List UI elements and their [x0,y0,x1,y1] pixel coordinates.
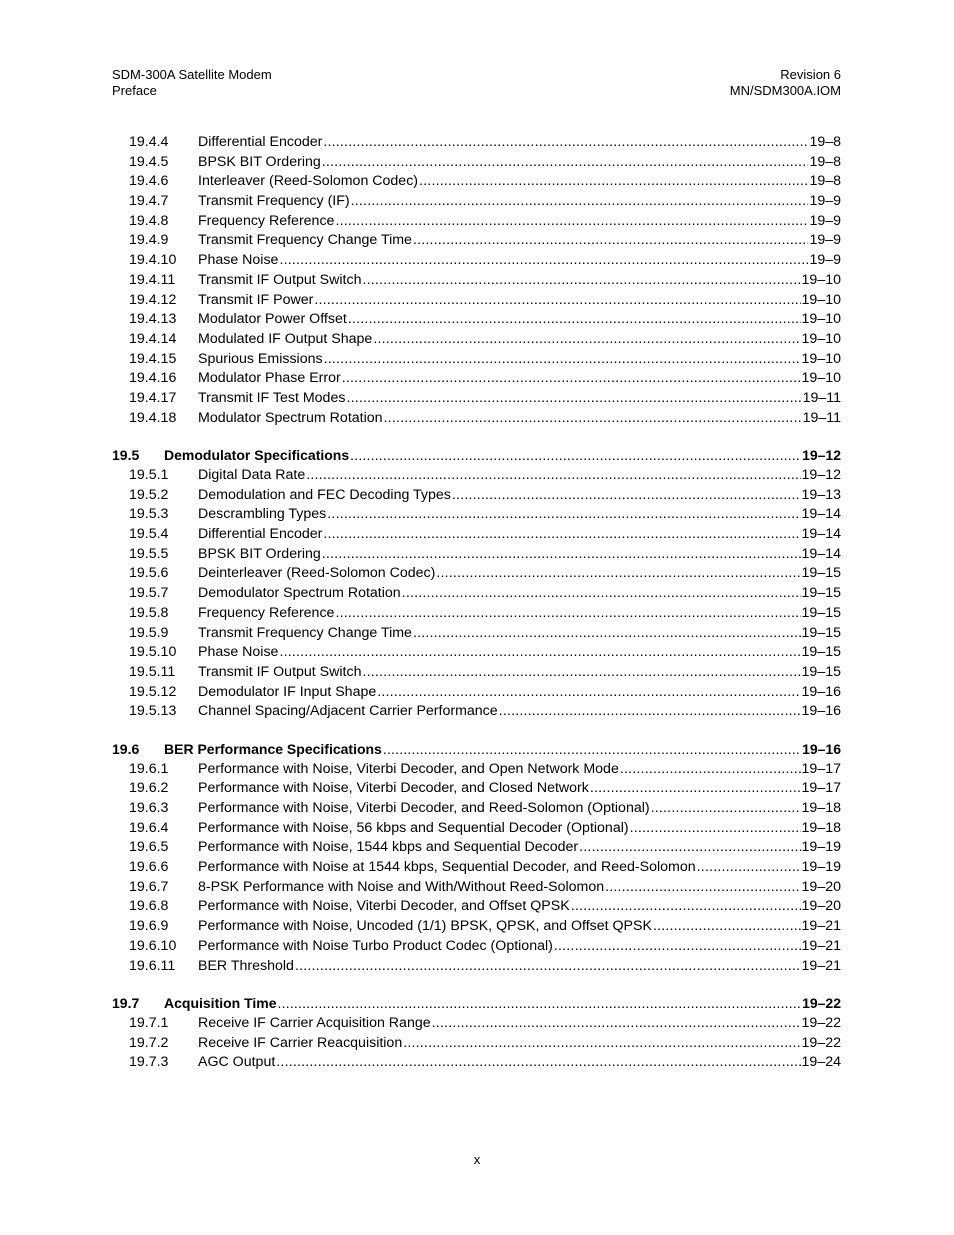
toc-entry-number: 19.5 [112,447,140,464]
toc-entry-title: Transmit Frequency Change Time [198,232,412,249]
toc-entry-number: 19.6.2 [129,780,169,797]
toc-entry-number: 19.7.1 [129,1014,169,1031]
page-number: x [473,1152,481,1167]
toc-dot-leader [346,390,801,406]
toc-entry-page: 19–10 [801,291,841,308]
toc-entry-number: 19.6.6 [129,859,169,876]
toc-entry-page: 19–16 [802,740,841,757]
toc-entry[interactable] [112,193,841,213]
toc-entry-number: 19.6.10 [129,937,177,954]
toc-entry[interactable] [112,780,841,800]
toc-entry[interactable] [112,506,841,526]
toc-entry-page: 19–21 [801,918,841,935]
toc-entry-number: 19.6.9 [129,918,169,935]
toc-entry[interactable] [112,938,841,958]
toc-dot-leader [653,918,801,934]
toc-entry-page: 19–15 [801,624,841,641]
toc-dot-leader [362,664,800,680]
toc-entry-page: 19–17 [801,780,841,797]
toc-entry-page: 19–9 [809,232,841,249]
toc-entry[interactable] [112,154,841,174]
toc-entry-page: 19–8 [809,134,841,150]
toc-dot-leader [571,898,801,914]
toc-dot-leader [413,232,808,248]
toc-entry-title: BPSK BIT Ordering [198,545,321,562]
toc-dot-leader [413,625,801,641]
toc-entry-title: Channel Spacing/Adjacent Carrier Performance [198,703,498,720]
toc-entry-number: 19.5.6 [129,565,169,582]
toc-entry-title: Transmit Frequency (IF) [198,193,350,210]
toc-entry[interactable] [112,664,841,684]
toc-entry-number: 19.5.2 [129,486,169,503]
toc-entry[interactable] [112,684,841,704]
toc-entry[interactable] [112,820,841,840]
toc-entry-title: Transmit Frequency Change Time [198,624,412,641]
toc-entry-number: 19.4.4 [129,134,169,150]
page-header-right [730,67,841,99]
toc-dot-leader [402,585,801,601]
toc-dot-leader [323,526,800,542]
toc-entry-page: 19–11 [802,389,841,406]
toc-entry-title: Frequency Reference [198,212,335,229]
toc-dot-leader [605,879,800,895]
toc-entry-page: 19–18 [801,800,841,816]
toc-entry-page: 19–16 [801,683,841,700]
toc-entry-title: Acquisition Time [164,995,277,1012]
toc-entry-page: 19–20 [801,898,841,915]
toc-entry-page: 19–17 [801,760,841,777]
toc-entry-title: Modulator Phase Error [198,370,341,387]
toc-entry-number: 19.5.3 [129,506,169,523]
toc-entry[interactable] [112,703,841,723]
toc-entry[interactable] [112,272,841,292]
toc-dot-leader [279,644,800,660]
toc-dot-leader [322,154,809,170]
toc-entry-page: 19–15 [801,644,841,661]
toc-dot-leader [327,506,800,522]
toc-dot-leader [579,839,800,855]
toc-entry-number: 19.4.11 [129,271,176,288]
toc-entry-page: 19–12 [802,447,841,464]
toc-entry[interactable] [112,292,841,312]
document-number: MN/SDM300A.IOM [729,83,841,98]
toc-entry-number: 19.4.13 [129,311,177,328]
toc-dot-leader [306,467,800,483]
toc-entry-number: 19.6 [112,740,140,757]
toc-entry-title: Transmit IF Power [198,291,314,308]
toc-entry[interactable] [112,839,841,859]
toc-entry[interactable] [112,232,841,252]
toc-entry-title: Deinterleaver (Reed-Solomon Codec) [198,565,436,582]
document-section: Preface [112,83,157,98]
toc-entry-number: 19.5.8 [129,604,169,621]
toc-entry-title: Digital Data Rate [198,467,306,483]
toc-section-entry[interactable] [112,447,841,467]
toc-entry[interactable] [112,351,841,371]
toc-dot-leader [403,1035,800,1051]
toc-entry-title: Performance with Noise at 1544 kbps, Sequential Decoder, and Reed-Solomon [198,859,696,876]
toc-dot-leader [314,292,800,308]
toc-entry[interactable] [112,311,841,331]
toc-entry-page: 19–15 [801,604,841,621]
toc-dot-leader [335,213,808,229]
toc-entry-page: 19–12 [801,467,841,483]
toc-dot-leader [419,173,808,189]
toc-entry-page: 19–9 [809,193,841,210]
toc-entry[interactable] [112,918,841,938]
toc-entry-page: 19–19 [801,859,841,876]
toc-dot-leader [436,565,800,581]
toc-entry-number: 19.4.16 [129,370,177,387]
toc-entry-title: Performance with Noise, 56 kbps and Sequential Decoder (Optional) [198,819,629,836]
toc-dot-leader [276,1054,800,1070]
toc-entry[interactable] [112,134,841,154]
toc-entry-number: 19.5.4 [129,526,169,543]
toc-entry-number: 19.6.4 [129,819,169,836]
toc-entry-number: 19.5.7 [129,585,169,602]
toc-entry[interactable] [112,879,841,899]
toc-entry-page: 19–15 [801,585,841,602]
toc-entry-page: 19–21 [801,937,841,954]
toc-entry[interactable] [112,625,841,645]
toc-entry-page: 19–15 [801,565,841,582]
toc-dot-leader [620,761,801,777]
toc-entry-number: 19.5.1 [129,467,169,483]
toc-entry[interactable] [112,213,841,233]
toc-dot-leader [362,272,800,288]
toc-section-entry[interactable] [112,741,841,761]
toc-entry-page: 19–9 [809,252,841,269]
toc-entry[interactable] [112,761,841,781]
toc-entry-number: 19.4.5 [129,153,169,170]
toc-entry[interactable] [112,1035,841,1055]
toc-entry-title: Transmit IF Output Switch [198,663,362,680]
toc-dot-leader [432,1015,801,1031]
toc-entry-title: Modulated IF Output Shape [198,330,373,347]
toc-entry[interactable] [112,898,841,918]
toc-entry-page: 19–22 [801,1034,841,1051]
toc-entry-page: 19–19 [801,839,841,856]
revision-label: Revision 6 [780,67,841,82]
toc-entry-title: Performance with Noise, Viterbi Decoder, and Open Network Mode [198,760,619,777]
toc-entry-title: BER Threshold [198,957,294,974]
toc-dot-leader [324,351,801,367]
toc-entry-number: 19.6.11 [129,957,176,974]
toc-entry-page: 19–14 [801,526,841,543]
toc-entry-page: 19–18 [801,819,841,836]
toc-entry-page: 19–9 [809,212,841,229]
toc-section-entry[interactable] [112,995,841,1015]
toc-entry-page: 19–11 [802,409,841,426]
toc-entry-title: AGC Output [198,1054,276,1071]
toc-entry-number: 19.5.5 [129,545,169,562]
toc-entry[interactable] [112,526,841,546]
toc-dot-leader [630,820,801,836]
toc-entry-number: 19.7.2 [129,1034,169,1051]
toc-dot-leader [590,780,801,796]
toc-entry[interactable] [112,410,841,430]
toc-dot-leader [323,134,808,150]
toc-entry[interactable] [112,1015,841,1035]
toc-entry-title: Performance with Noise, Viterbi Decoder, and Offset QPSK [198,898,570,915]
toc-dot-leader [335,605,800,621]
toc-entry-page: 19–10 [801,350,841,367]
toc-entry-page: 19–8 [809,153,841,170]
toc-dot-leader [383,741,801,757]
toc-entry[interactable] [112,546,841,566]
toc-entry[interactable] [112,859,841,879]
toc-entry-page: 19–22 [802,995,841,1012]
toc-entry[interactable] [112,173,841,193]
toc-dot-leader [373,331,800,347]
toc-entry-number: 19.4.8 [129,212,169,229]
toc-entry-page: 19–22 [801,1014,841,1031]
toc-entry-number: 19.4.12 [129,291,177,308]
toc-entry-title: Modulator Spectrum Rotation [198,409,383,426]
toc-entry-title: 8-PSK Performance with Noise and With/Without Reed-Solomon [198,878,605,895]
toc-entry-title: Transmit IF Output Switch [198,271,362,288]
toc-entry-page: 19–20 [801,878,841,895]
toc-entry-page: 19–16 [801,703,841,720]
toc-entry-page: 19–14 [801,545,841,562]
toc-dot-leader [452,487,801,503]
toc-entry-number: 19.5.11 [129,663,176,680]
toc-dot-leader [377,684,800,700]
toc-entry-number: 19.4.6 [129,173,169,190]
toc-entry-number: 19.6.5 [129,839,169,856]
toc-entry-title: Receive IF Carrier Reacquisition [198,1034,403,1051]
toc-entry-number: 19.4.17 [129,389,177,406]
toc-entry-page: 19–10 [801,311,841,328]
toc-dot-leader [350,447,801,463]
toc-entry-title: BER Performance Specifications [164,740,382,757]
toc-entry-title: Transmit IF Test Modes [198,389,346,406]
toc-entry[interactable] [112,390,841,410]
toc-entry-page: 19–10 [801,271,841,288]
toc-entry-page: 19–10 [801,370,841,387]
toc-entry-page: 19–14 [801,506,841,523]
toc-entry-number: 19.5.13 [129,703,177,720]
document-title: SDM-300A Satellite Modem [112,67,272,82]
toc-entry-number: 19.7 [112,995,140,1012]
toc-dot-leader [279,252,808,268]
toc-entry-number: 19.4.9 [129,232,169,249]
toc-entry-number: 19.6.3 [129,800,169,816]
toc-entry[interactable] [112,644,841,664]
toc-entry-title: Performance with Noise, 1544 kbps and Sequential Decoder [198,839,579,856]
toc-entry-title: Modulator Power Offset [198,311,347,328]
toc-entry-number: 19.7.3 [129,1054,169,1071]
toc-entry-number: 19.5.10 [129,644,177,661]
toc-dot-leader [278,995,802,1011]
toc-entry-page: 19–8 [809,173,841,190]
toc-dot-leader [554,938,801,954]
toc-entry[interactable] [112,605,841,625]
toc-entry-title: Frequency Reference [198,604,335,621]
toc-entry-number: 19.4.7 [129,193,169,210]
toc-entry-title: Demodulator Spectrum Rotation [198,585,401,602]
toc-entry-page: 19–13 [801,486,841,503]
toc-dot-leader [499,703,801,719]
toc-entry-number: 19.5.9 [129,624,169,641]
toc-entry[interactable] [112,800,841,820]
toc-entry-title: Phase Noise [198,644,279,661]
toc-entry[interactable] [112,487,841,507]
toc-entry-title: Performance with Noise, Viterbi Decoder, and Reed-Solomon (Optional) [198,800,650,816]
toc-entry[interactable] [112,467,841,487]
toc-entry-number: 19.6.8 [129,898,169,915]
toc-entry-number: 19.4.10 [129,252,177,269]
toc-dot-leader [651,800,801,816]
toc-dot-leader [348,311,801,327]
toc-entry[interactable] [112,585,841,605]
toc-entry-title: Performance with Noise Turbo Product Codec (Optional) [198,937,553,954]
toc-entry-number: 19.6.1 [129,760,169,777]
page-header-left [112,67,272,99]
toc-entry-title: Demodulator Specifications [164,447,350,464]
toc-dot-leader [697,859,801,875]
toc-entry-page: 19–21 [801,957,841,974]
toc-entry-title: Differential Encoder [198,134,323,150]
toc-entry-page: 19–10 [801,330,841,347]
toc-entry-number: 19.6.7 [129,878,169,895]
toc-dot-leader [295,958,801,974]
toc-entry-title: Performance with Noise, Viterbi Decoder, and Closed Network [198,780,589,797]
toc-entry-title: Receive IF Carrier Acquisition Range [198,1014,431,1031]
toc-entry[interactable] [112,565,841,585]
toc-entry-title: Descrambling Types [198,506,327,523]
toc-entry-title: Interleaver (Reed-Solomon Codec) [198,173,419,190]
toc-entry-title: Performance with Noise, Uncoded (1/1) BPSK, QPSK, and Offset QPSK [198,918,652,935]
toc-entry-title: Spurious Emissions [198,350,323,367]
toc-entry[interactable] [112,370,841,390]
toc-dot-leader [351,193,809,209]
toc-entry-page: 19–15 [801,663,841,680]
toc-entry-number: 19.4.18 [129,409,177,426]
toc-entry[interactable] [112,958,841,978]
toc-dot-leader [384,410,802,426]
toc-entry-title: Phase Noise [198,252,279,269]
toc-entry[interactable] [112,331,841,351]
toc-entry-title: BPSK BIT Ordering [198,153,321,170]
toc-entry[interactable] [112,252,841,272]
toc-dot-leader [342,370,801,386]
toc-entry[interactable] [112,1054,841,1074]
toc-entry-title: Demodulation and FEC Decoding Types [198,486,451,503]
toc-entry-number: 19.4.15 [129,350,177,367]
toc-entry-page: 19–24 [801,1054,841,1071]
toc-entry-title: Differential Encoder [198,526,323,543]
toc-entry-number: 19.5.12 [129,683,177,700]
toc-entry-number: 19.4.14 [129,330,177,347]
toc-entry-title: Demodulator IF Input Shape [198,683,377,700]
toc-dot-leader [322,546,801,562]
table-of-contents [112,134,841,1074]
